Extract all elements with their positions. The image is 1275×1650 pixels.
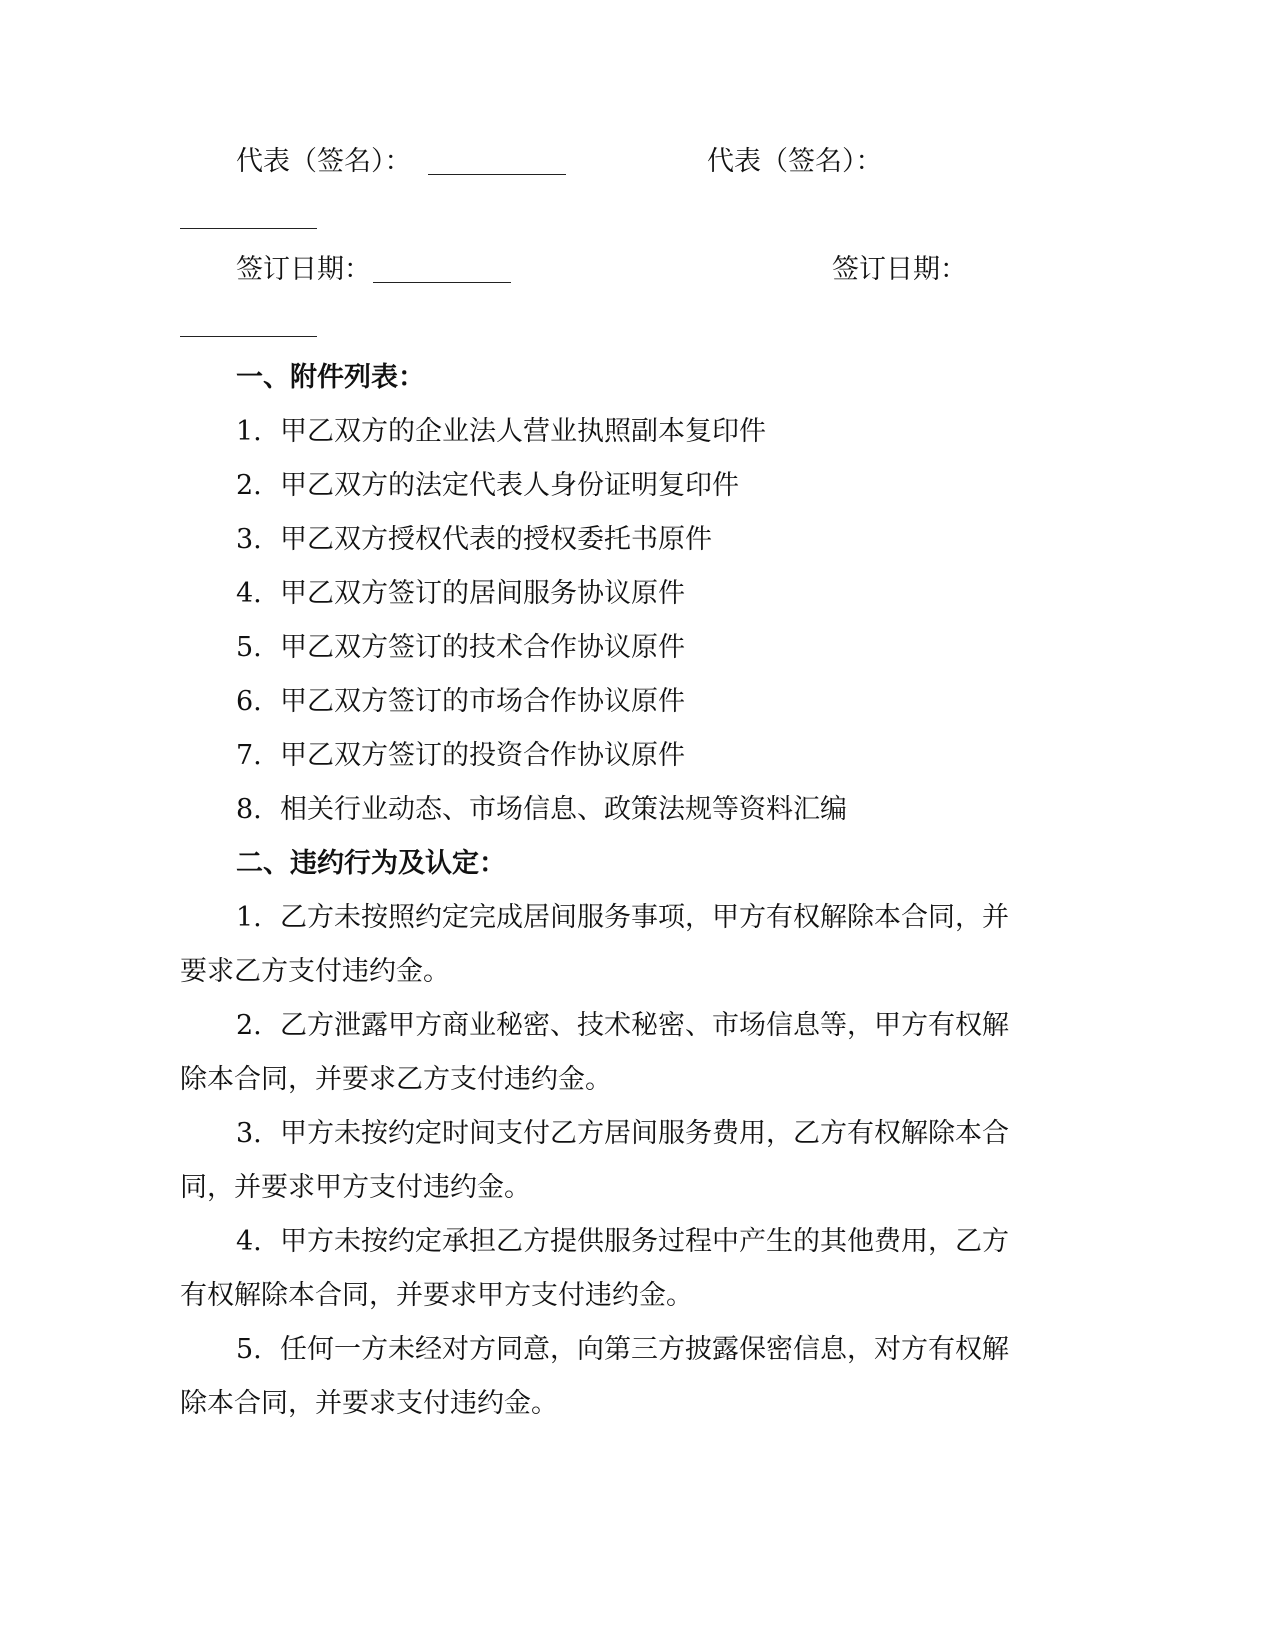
left-date-blank xyxy=(373,282,511,283)
list-item: 4. 甲乙双方签订的居间服务协议原件 xyxy=(236,578,685,609)
clause-line: 2. 乙方泄露甲方商业秘密、技术秘密、市场信息等，甲方有权解 xyxy=(236,1010,1009,1041)
list-item: 3. 甲乙双方授权代表的授权委托书原件 xyxy=(236,524,712,555)
right-date-blank xyxy=(180,336,317,337)
left-representative-label: 代表（签名）： xyxy=(236,146,412,177)
section2-heading: 二、违约行为及认定： xyxy=(236,848,506,879)
clause-line: 除本合同，并要求支付违约金。 xyxy=(180,1388,558,1419)
clause-line: 5. 任何一方未经对方同意，向第三方披露保密信息，对方有权解 xyxy=(236,1334,1009,1365)
left-representative-blank xyxy=(428,174,566,175)
list-item: 8. 相关行业动态、市场信息、政策法规等资料汇编 xyxy=(236,794,847,825)
list-item: 2. 甲乙双方的法定代表人身份证明复印件 xyxy=(236,470,739,501)
clause-line: 有权解除本合同，并要求甲方支付违约金。 xyxy=(180,1280,693,1311)
section1-heading: 一、附件列表： xyxy=(236,362,425,393)
right-representative-blank xyxy=(180,228,317,229)
clause-line: 同，并要求甲方支付违约金。 xyxy=(180,1172,531,1203)
clause-line: 1. 乙方未按照约定完成居间服务事项，甲方有权解除本合同，并 xyxy=(236,902,1009,933)
list-item: 1. 甲乙双方的企业法人营业执照副本复印件 xyxy=(236,416,766,447)
clause-line: 3. 甲方未按约定时间支付乙方居间服务费用，乙方有权解除本合 xyxy=(236,1118,1009,1149)
list-item: 5. 甲乙双方签订的技术合作协议原件 xyxy=(236,632,685,663)
list-item: 6. 甲乙双方签订的市场合作协议原件 xyxy=(236,686,685,717)
clause-line: 4. 甲方未按约定承担乙方提供服务过程中产生的其他费用，乙方 xyxy=(236,1226,1009,1257)
left-date-label: 签订日期： xyxy=(236,254,371,285)
right-representative-label: 代表（签名）： xyxy=(707,146,883,177)
clause-line: 除本合同，并要求乙方支付违约金。 xyxy=(180,1064,612,1095)
list-item: 7. 甲乙双方签订的投资合作协议原件 xyxy=(236,740,685,771)
right-date-label: 签订日期： xyxy=(832,254,967,285)
clause-line: 要求乙方支付违约金。 xyxy=(180,956,450,987)
